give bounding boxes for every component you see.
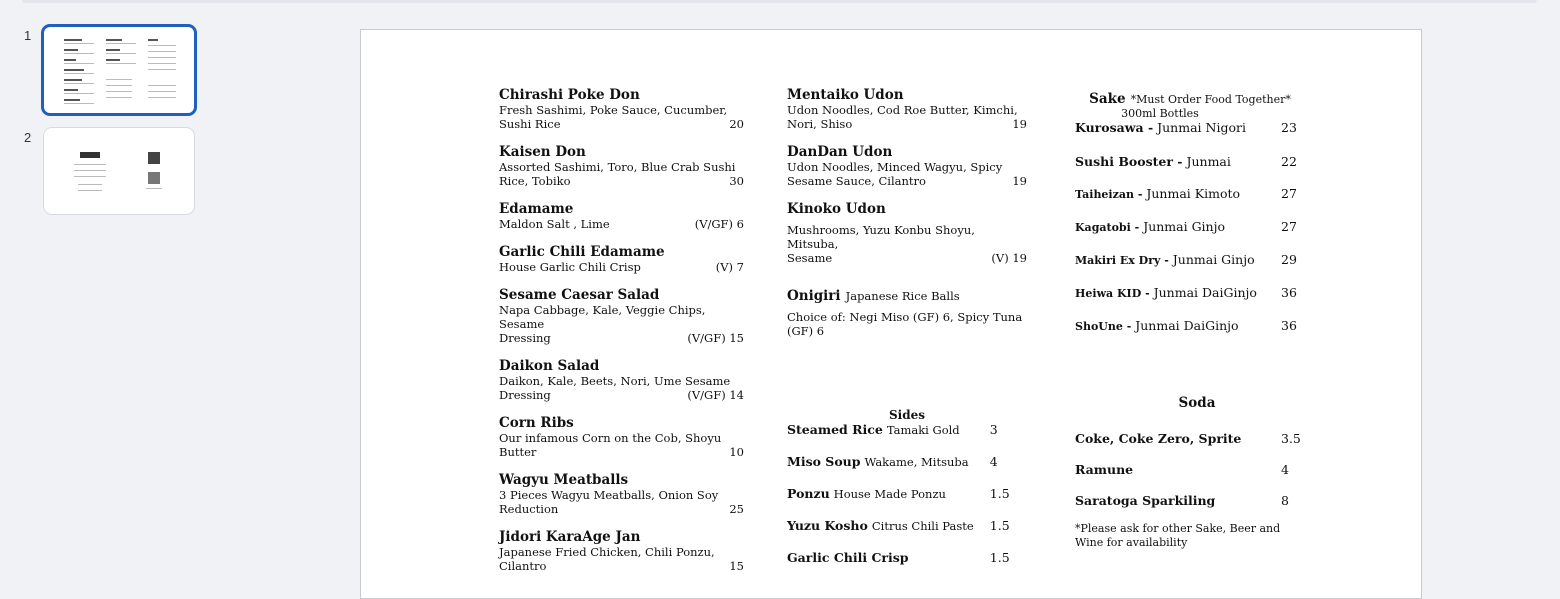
sides-heading: Sides (888, 408, 925, 422)
menu-item: DanDan Udon Udon Noodles, Minced Wagyu, Spicy Sesame Sauce, Cilantro 19 (787, 144, 1027, 188)
soda-item: Saratoga Sparkiling 8 (1075, 493, 1289, 508)
menu-item: Kinoko Udon Mushrooms, Yuzu Konbu Shoyu, Mitsuba, Sesame (V) 19 (787, 201, 1027, 265)
qr-code-icon (148, 172, 160, 184)
menu-item: Jidori KaraAge Jan Japanese Fried Chicken, Chili Ponzu, Cilantro 15 (499, 529, 744, 573)
menu-item: Kaisen Don Assorted Sashimi, Toro, Blue Crab Sushi Rice, Tobiko 30 (499, 144, 744, 188)
menu-item: Edamame Maldon Salt , Lime (V/GF) 6 (499, 201, 744, 231)
document-page (360, 29, 1422, 599)
menu-item: Sesame Caesar Salad Napa Cabbage, Kale, Veggie Chips, Sesame Dressing (V/GF) 15 (499, 287, 744, 345)
soda-item: Coke, Coke Zero, Sprite 3.5 (1075, 431, 1301, 446)
top-toolbar-edge (22, 0, 1537, 3)
menu-column-food (499, 88, 744, 587)
footnote: Wine for availability (1075, 536, 1188, 549)
sake-bottles: 300ml Bottles (1121, 107, 1199, 120)
menu-item: Garlic Chili Edamame House Garlic Chili Crisp (V) 7 (499, 244, 744, 274)
sake-heading: Sake (1089, 91, 1126, 107)
soda-section (1075, 396, 1315, 550)
side-item: Steamed Rice Tamaki Gold 3 (787, 422, 998, 437)
menu-item: Mentaiko Udon Udon Noodles, Cod Roe Butter, Kimchi, Nori, Shiso 19 (787, 87, 1027, 131)
side-item: Garlic Chili Crisp 1.5 (787, 550, 1010, 565)
sake-item: Makiri Ex Dry - Junmai Ginjo 29 (1075, 252, 1297, 267)
menu-item: Corn Ribs Our infamous Corn on the Cob, Shoyu Butter 10 (499, 415, 744, 459)
sake-item: Sushi Booster - Junmai 22 (1075, 154, 1297, 169)
menu-column-udon (787, 87, 1027, 565)
qr-code-icon (148, 152, 160, 164)
logo-icon (80, 152, 100, 158)
sake-note: *Must Order Food Together* (1130, 93, 1291, 106)
side-item: Yuzu Kosho Citrus Chili Paste 1.5 (787, 518, 1010, 533)
menu-item: Daikon Salad Daikon, Kale, Beets, Nori, Ume Sesame Dressing (V/GF) 14 (499, 358, 744, 402)
sake-item: ShoUne - Junmai DaiGinjo 36 (1075, 318, 1297, 333)
sake-item: Kagatobi - Junmai Ginjo 27 (1075, 219, 1297, 234)
soda-item: Ramune 4 (1075, 462, 1289, 477)
page-thumbnail-1[interactable] (41, 24, 197, 116)
sake-header (1075, 88, 1305, 107)
page-thumbnail-2[interactable] (43, 127, 195, 215)
side-item: Miso Soup Wakame, Mitsuba 4 (787, 454, 998, 469)
sake-item: Taiheizan - Junmai Kimoto 27 (1075, 186, 1297, 201)
onigiri-item: Onigiri Japanese Rice Balls Choice of: Negi Miso (GF) 6, Spicy Tuna (GF) 6 (787, 288, 1023, 338)
menu-item: Chirashi Poke Don Fresh Sashimi, Poke Sauce, Cucumber, Sushi Rice 20 (499, 87, 744, 131)
menu-column-drinks (1075, 88, 1305, 549)
sides-section (787, 408, 1027, 566)
sake-item: Heiwa KID - Junmai DaiGinjo 36 (1075, 285, 1297, 300)
soda-heading: Soda (1178, 395, 1216, 411)
side-item: Ponzu House Made Ponzu 1.5 (787, 486, 1010, 501)
thumbnail-number-2: 2 (24, 130, 32, 145)
footnote: *Please ask for other Sake, Beer and (1075, 522, 1281, 535)
sake-item: Kurosawa - Junmai Nigori 23 (1075, 120, 1297, 135)
thumbnail-number-1: 1 (24, 28, 32, 43)
menu-item: Wagyu Meatballs 3 Pieces Wagyu Meatballs, Onion Soy Reduction 25 (499, 472, 744, 516)
